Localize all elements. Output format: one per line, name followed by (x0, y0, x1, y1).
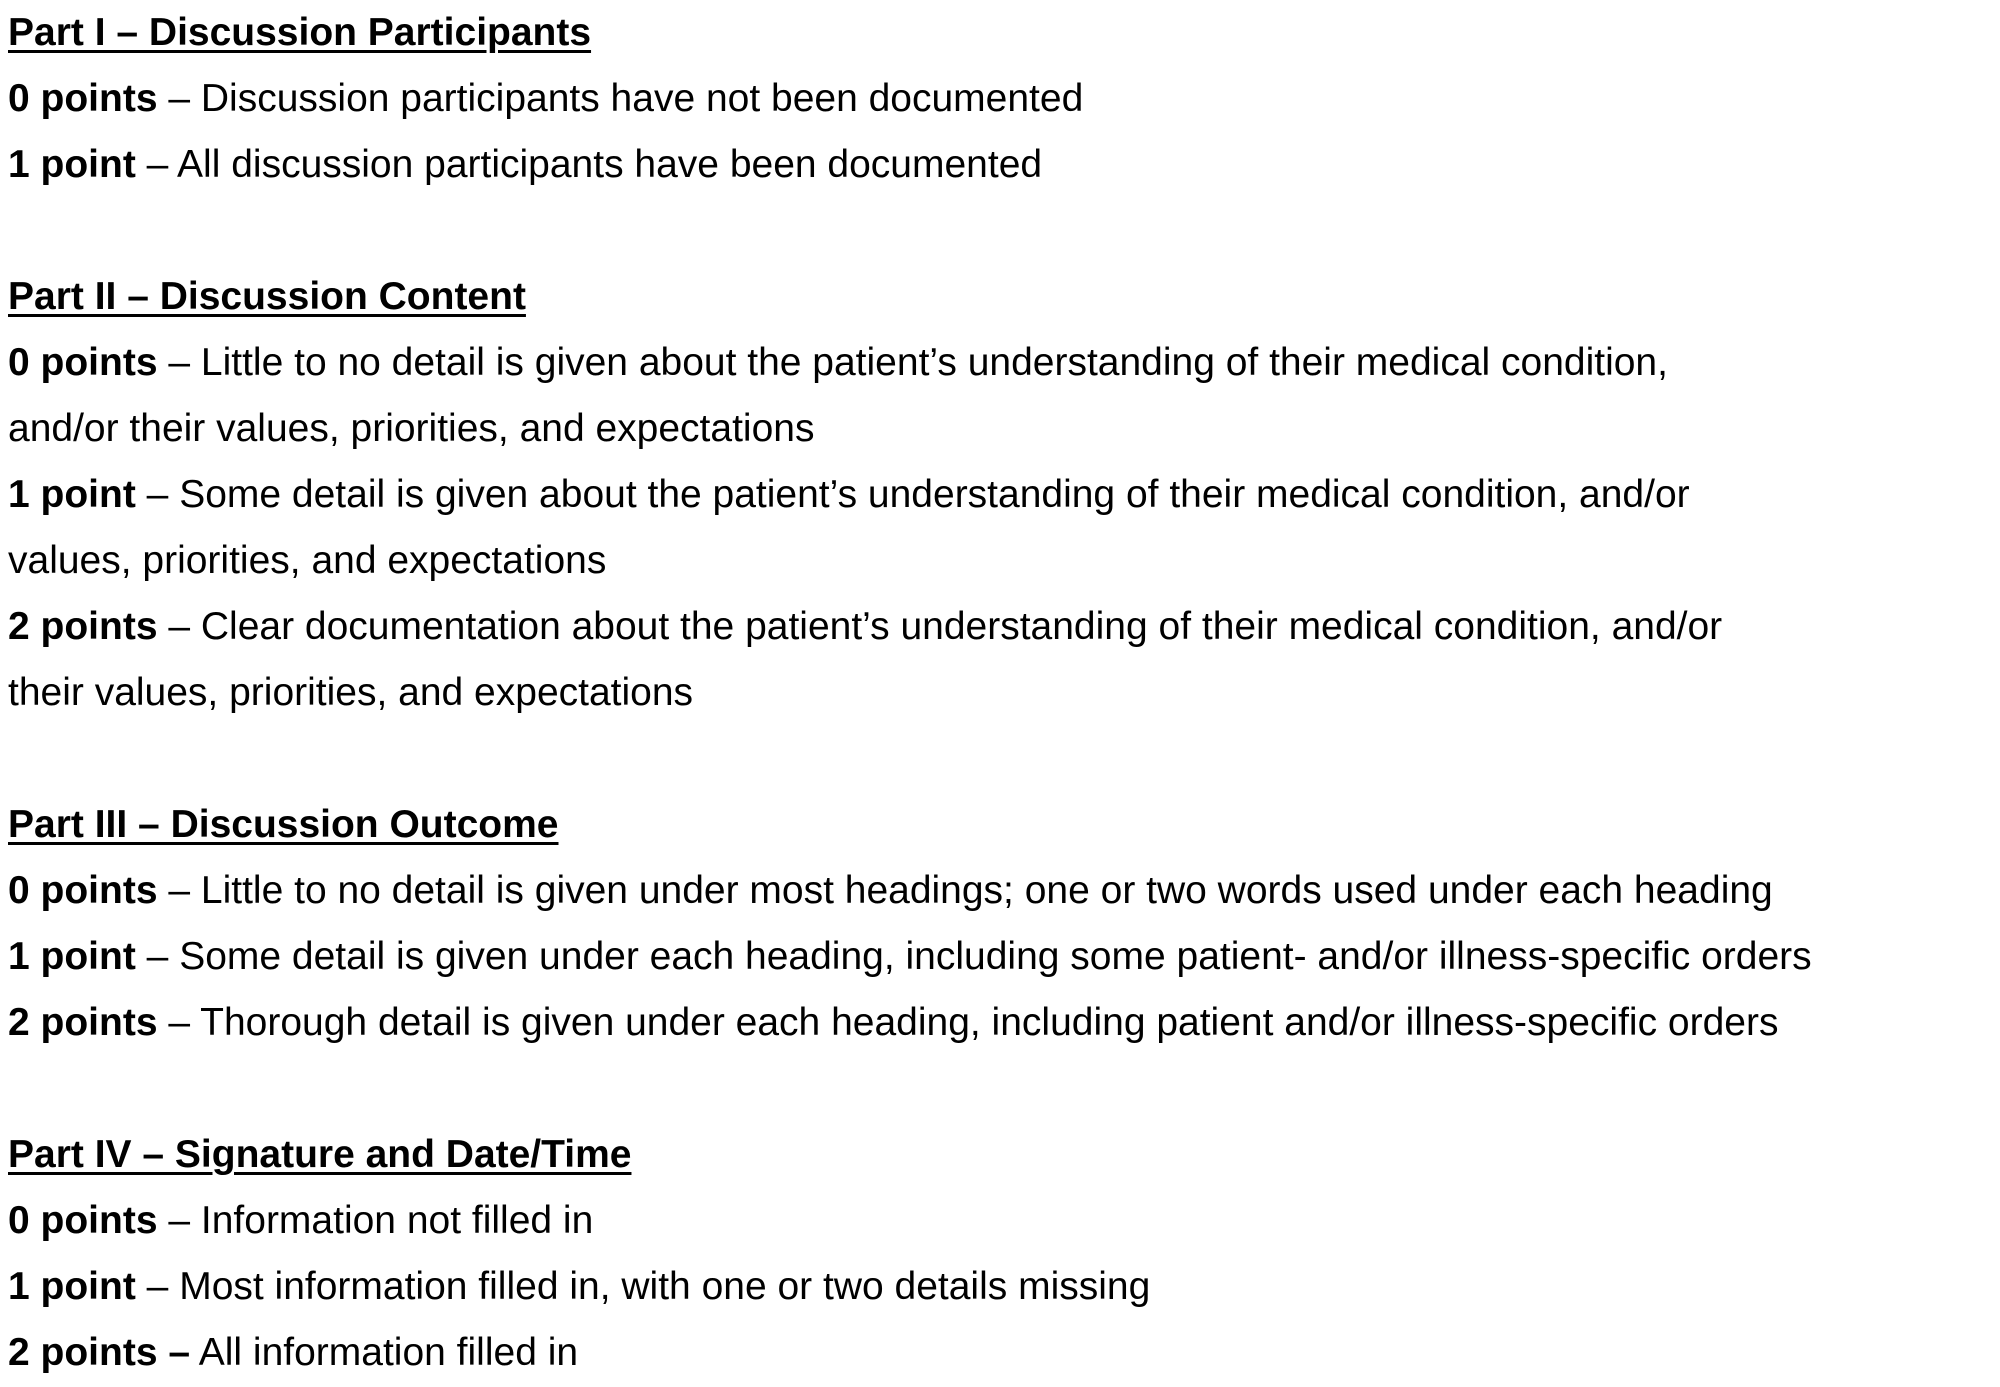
criterion-continuation: values, priorities, and expectations (8, 539, 607, 582)
points-label: 0 points (8, 869, 158, 912)
criterion-line (8, 1254, 1993, 1320)
criterion-text: All discussion participants have been documented (177, 143, 1043, 186)
criterion-text: Some detail is given about the patient’s understanding of their medical condition, and/or (179, 473, 1690, 516)
criterion-line (8, 1188, 1993, 1254)
criterion-text: All information filled in (198, 1331, 579, 1374)
criterion-line (8, 594, 1993, 660)
separator: – (157, 869, 201, 912)
section-heading: Part I – Discussion Participants (8, 11, 592, 54)
criterion-text: Some detail is given under each heading, including some patient- and/or illness-specific orders (179, 935, 1812, 978)
points-label: 1 point (8, 473, 136, 516)
separator: – (157, 1001, 201, 1044)
criterion-line (8, 66, 1993, 132)
section-part-3 (8, 792, 1993, 1056)
section-spacer (8, 726, 1993, 792)
points-label: 2 points (8, 1001, 158, 1044)
points-label: 2 points (8, 605, 158, 648)
section-heading: Part II – Discussion Content (8, 275, 526, 318)
section-part-2 (8, 264, 1993, 726)
section-part-1 (8, 0, 1993, 198)
criterion-text: Little to no detail is given under most headings; one or two words used under each heading (200, 869, 1773, 912)
points-label: 1 point (8, 935, 136, 978)
points-label: 1 point (8, 143, 136, 186)
criterion-continuation: their values, priorities, and expectations (8, 671, 694, 714)
points-label: 2 points – (8, 1331, 191, 1374)
criterion-text: Discussion participants have not been documented (200, 77, 1084, 120)
section-spacer (8, 1056, 1993, 1122)
separator: – (157, 605, 201, 648)
criterion-line (8, 132, 1993, 198)
points-label: 1 point (8, 1265, 136, 1308)
points-label: 0 points (8, 77, 158, 120)
section-spacer (8, 198, 1993, 264)
separator: – (135, 143, 178, 186)
separator: – (157, 77, 201, 120)
separator: – (135, 935, 180, 978)
points-label: 0 points (8, 341, 158, 384)
separator: – (157, 341, 201, 384)
points-label: 0 points (8, 1199, 158, 1242)
rubric-document (8, 0, 1993, 1386)
criterion-line (8, 924, 1993, 990)
criterion-text: Thorough detail is given under each heading, including patient and/or illness-specific orders (200, 1001, 1779, 1044)
criterion-line (8, 1320, 1993, 1386)
separator: – (135, 473, 180, 516)
section-heading: Part III – Discussion Outcome (8, 803, 559, 846)
criterion-line (8, 462, 1993, 528)
criterion-text: Little to no detail is given about the patient’s understanding of their medical condition, (200, 341, 1668, 384)
criterion-text: Most information filled in, with one or two details missing (179, 1265, 1151, 1308)
separator (190, 1331, 199, 1374)
criterion-line (8, 990, 1993, 1056)
separator: – (157, 1199, 201, 1242)
section-part-4 (8, 1122, 1993, 1386)
section-heading: Part IV – Signature and Date/Time (8, 1133, 632, 1176)
criterion-text: Information not filled in (200, 1199, 594, 1242)
criterion-line (8, 330, 1993, 396)
criterion-line (8, 858, 1993, 924)
criterion-continuation: and/or their values, priorities, and expectations (8, 407, 815, 450)
criterion-text: Clear documentation about the patient’s understanding of their medical condition, and/or (200, 605, 1723, 648)
separator: – (135, 1265, 180, 1308)
